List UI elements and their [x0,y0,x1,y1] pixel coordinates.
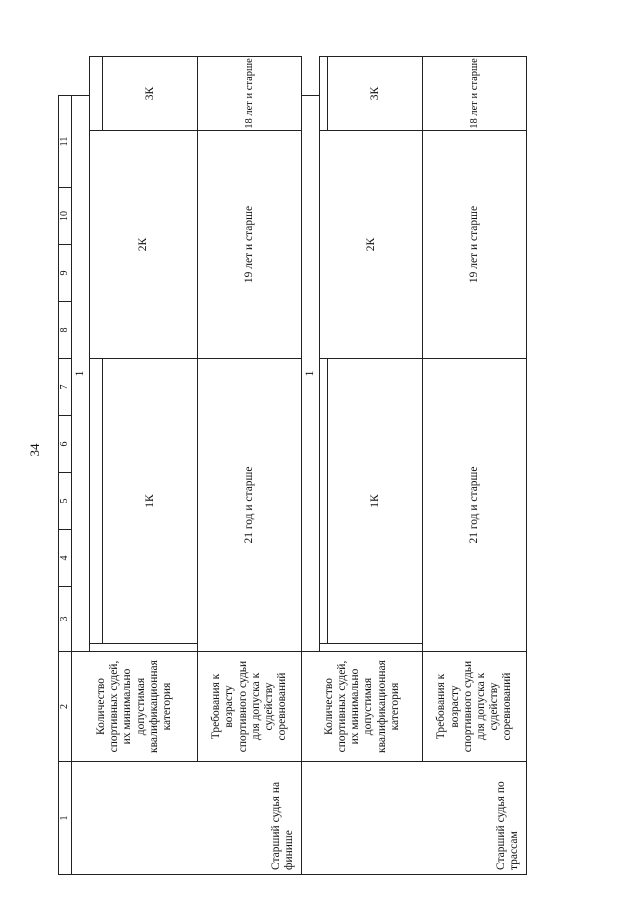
judge-count: 1 [72,95,90,651]
page-number: 34 [27,443,42,457]
judge-count: 1 [302,95,320,651]
header-cell: 1 [59,762,72,875]
header-cell: 10 [59,188,72,245]
age-cell: 19 лет и старше [198,131,302,359]
count-row [72,57,90,875]
age-row [198,57,302,875]
category-cell: 2К [320,131,423,359]
role-cell: Старший судья на финише [72,762,302,875]
age-row [423,57,527,875]
header-cell: 2 [59,652,72,762]
category-cell: 2К [90,131,198,359]
category-cell: 3К [103,57,198,131]
spacer-cell [90,57,103,131]
rotated-table-container [58,56,521,875]
age-cell: 21 год и старше [423,359,527,652]
header-cell: 3 [59,587,72,652]
spacer-cell [320,644,423,652]
category-cell: 1К [103,359,198,644]
header-row [59,57,72,875]
category-cell: 1К [328,359,423,644]
criterion-label: Требования к возрасту спортивного судьи для допуска к судейству соревнований [423,652,527,762]
criterion-label: Количество спортивных судей, их минимально допустимая квалификационная категория [302,652,423,762]
age-cell: 19 лет и старше [423,131,527,359]
header-cell: 5 [59,473,72,530]
header-cell: 4 [59,530,72,587]
judges-table [58,56,527,875]
count-row [302,57,320,875]
spacer-cell [90,359,103,644]
age-cell: 21 год и старше [198,359,302,652]
header-cell: 9 [59,245,72,302]
category-cell: 3К [328,57,423,131]
role-cell: Старший судья по трассам [302,762,527,875]
spacer-cell [320,57,328,131]
age-cell: 18 лет и старше [423,57,527,131]
spacer-cell [90,644,198,652]
header-cell: 6 [59,416,72,473]
age-cell: 18 лет и старше [198,57,302,131]
header-cell: 11 [59,95,72,187]
criterion-label: Требования к возрасту спортивного судьи для допуска к судейству соревнований [198,652,302,762]
header-cell: 7 [59,359,72,416]
spacer-cell [320,359,328,644]
criterion-label: Количество спортивных судей, их минимально допустимая квалификационная категория [72,652,198,762]
header-cell: 8 [59,302,72,359]
